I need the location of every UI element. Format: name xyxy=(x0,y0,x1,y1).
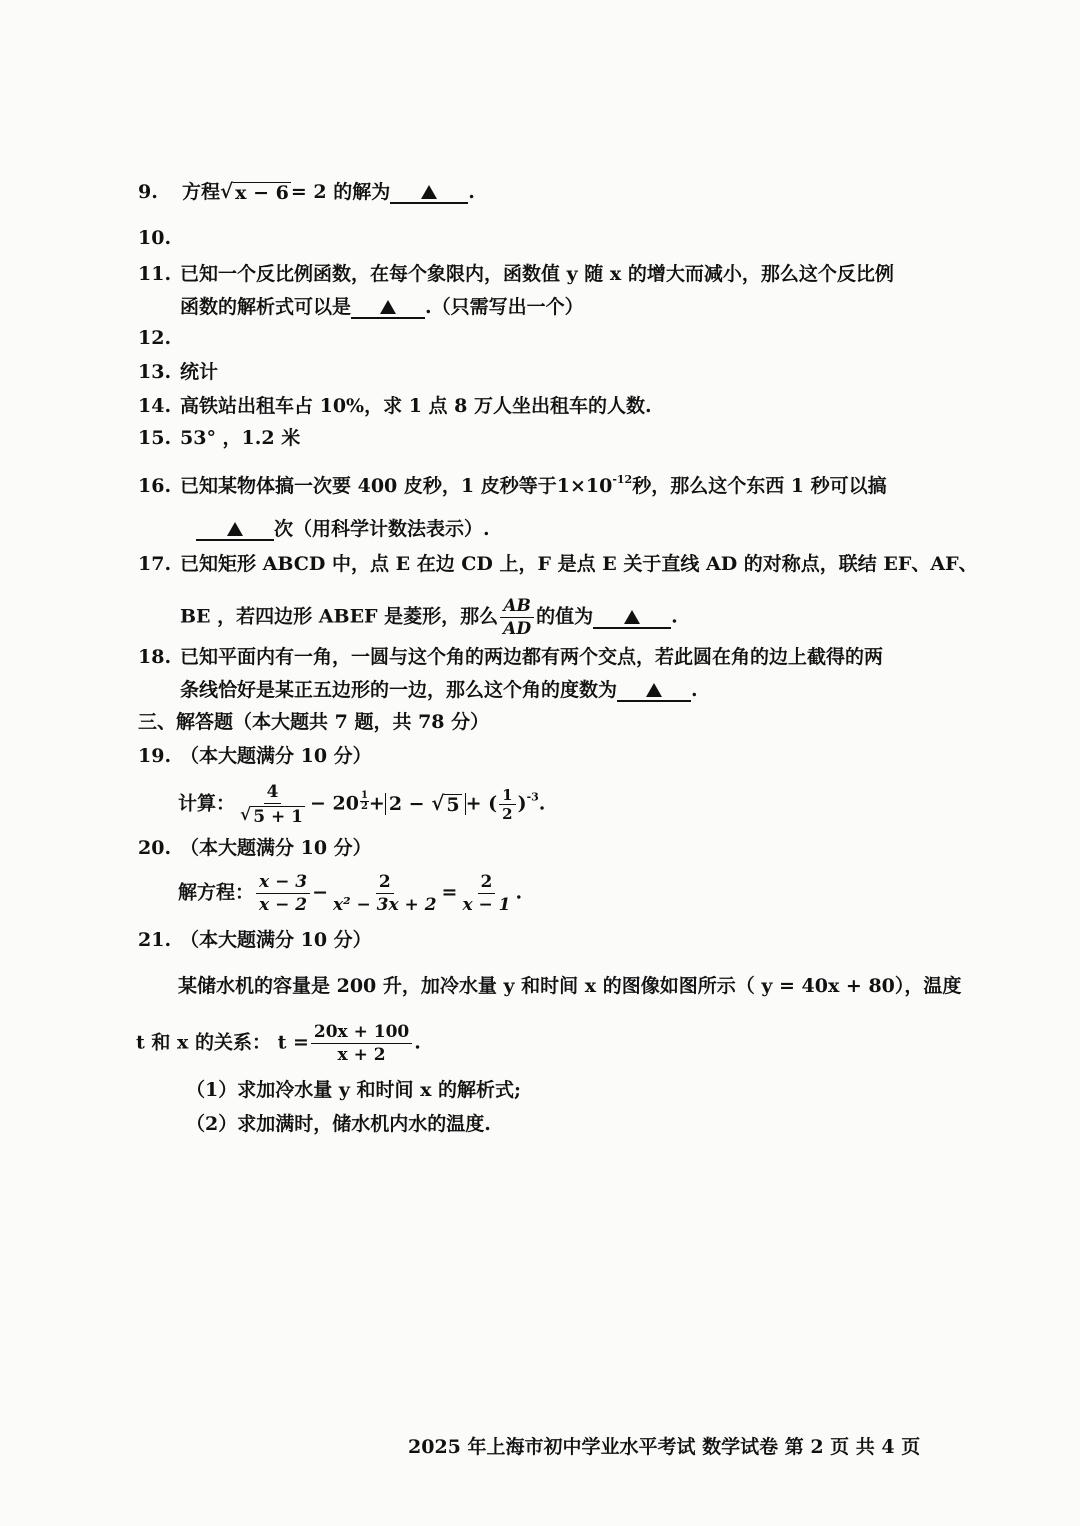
q19-number: 19. xyxy=(138,745,172,767)
q15-text: 53° ，1.2 米 xyxy=(180,427,301,449)
triangle-icon xyxy=(646,683,662,697)
q20-frac1: $\frac{x - 3}{x - 2}$ xyxy=(256,872,310,915)
q19-frac1: 4 √ 5 + 1 xyxy=(240,782,303,827)
q21-score: （本大题满分 10 分） xyxy=(180,929,372,951)
q14-text: 高铁站出租车占 10%，求 1 点 8 万人坐出租车的人数. xyxy=(180,395,652,417)
q21-line1: 某储水机的容量是 200 升，加冷水量 y 和时间 x 的图像如图所示（ y = 40x + 80），温度 xyxy=(178,975,962,997)
q21-fraction: $\frac{20x + 100}{x + 2}$ xyxy=(311,1022,412,1065)
q15-number: 15. xyxy=(138,427,172,449)
page-footer: 2025 年上海市初中学业水平考试 数学试卷 第 2 页 共 4 页 xyxy=(408,1436,921,1458)
q16-line2: 次（用科学计数法表示）. xyxy=(196,517,490,541)
q10-number: 10. xyxy=(138,227,172,249)
q13-number: 13. xyxy=(138,361,172,383)
q11-number: 11. xyxy=(138,263,172,285)
q20-frac3: $\frac{2}{x - 1}$ xyxy=(462,872,511,915)
triangle-icon xyxy=(421,185,437,199)
q17-number: 17. xyxy=(138,553,172,575)
q13-text: 统计 xyxy=(180,361,219,383)
q20-score: （本大题满分 10 分） xyxy=(180,837,372,859)
q12-number: 12. xyxy=(138,327,172,349)
q11-line2: 函数的解析式可以是 .（只需写出一个） xyxy=(180,296,584,318)
q9-answer-blank[interactable] xyxy=(390,180,468,204)
q9-pre: 方程 xyxy=(182,181,221,203)
triangle-icon xyxy=(380,300,396,314)
q18-line2: 条线恰好是某正五边形的一边，那么这个角的度数为 . xyxy=(180,679,698,701)
q16-line1: 已知某物体搞一次要 400 皮秒，1 皮秒等于$1\times 10^{-12}$秒，那么这个东西 1 秒可以搞 xyxy=(180,473,887,497)
q11-answer-blank[interactable] xyxy=(351,295,425,319)
q9-number: 9. xyxy=(138,181,158,203)
q16-number: 16. xyxy=(138,475,172,497)
q19-expression: 计算： 4 √ 5 + 1 − 20 $\frac{1}{2}$ + 2 − √ 5 + ( $\frac{1}{2}$ )$^{-3}$. xyxy=(178,782,546,827)
q18-number: 18. xyxy=(138,646,172,668)
q17-line2: BE ，若四边形 ABEF 是菱形，那么 $\frac{AB}{AD}$ 的值为 . xyxy=(180,596,678,639)
q9-text: 方程 √ x − 6 = 2 的解为 . xyxy=(182,179,475,204)
q14-number: 14. xyxy=(138,395,172,417)
q16-exponent: -12 xyxy=(612,473,633,486)
q17-answer-blank[interactable] xyxy=(593,605,671,629)
q19-half-exponent: $\frac{1}{2}$ xyxy=(360,789,368,812)
q21-sub2: （2）求加满时，储水机内水的温度. xyxy=(186,1113,491,1135)
section-heading: 三、解答题（本大题共 7 题，共 78 分） xyxy=(138,711,490,733)
q17-fraction: $\frac{AB}{AD}$ xyxy=(500,596,534,639)
q11-line1: 已知一个反比例函数，在每个象限内，函数值 y 随 x 的增大而减小，那么这个反比例 xyxy=(180,263,894,285)
q20-frac2: $\frac{2}{\text{x² − 3x + 2}}$ xyxy=(332,872,437,915)
q21-sub1: （1）求加冷水量 y 和时间 x 的解析式; xyxy=(186,1079,522,1101)
q20-equation: 解方程： $\frac{x - 3}{x - 2}$ − $\frac{2}{\text{x² − 3x + 2}}$ = $\frac{2}{x - 1}$ . xyxy=(178,872,523,915)
q19-abs: 2 − √ 5 xyxy=(385,793,466,815)
q17-line1: 已知矩形 ABCD 中，点 E 在边 CD 上，F 是点 E 关于直线 AD 的对称点，联结 EF、AF、 xyxy=(180,553,978,575)
q21-number: 21. xyxy=(138,929,172,951)
q18-line1: 已知平面内有一角，一圆与这个角的两边都有两个交点，若此圆在角的边上截得的两 xyxy=(180,646,884,668)
q21-line2: t 和 x 的关系： t = $\frac{20x + 100}{x + 2}$ . xyxy=(136,1022,421,1065)
q20-number: 20. xyxy=(138,837,172,859)
triangle-icon xyxy=(624,610,640,624)
q9-mid: = 2 的解为 xyxy=(290,181,391,203)
q18-answer-blank[interactable] xyxy=(617,678,691,702)
q19-score: （本大题满分 10 分） xyxy=(180,745,372,767)
q9-radicand: x − 6 xyxy=(235,182,289,204)
q9-sqrt: √ x − 6 xyxy=(220,179,289,204)
triangle-icon xyxy=(227,522,243,536)
q19-frac2: $\frac{1}{2}$ xyxy=(499,787,515,822)
q16-answer-blank[interactable] xyxy=(196,517,274,541)
